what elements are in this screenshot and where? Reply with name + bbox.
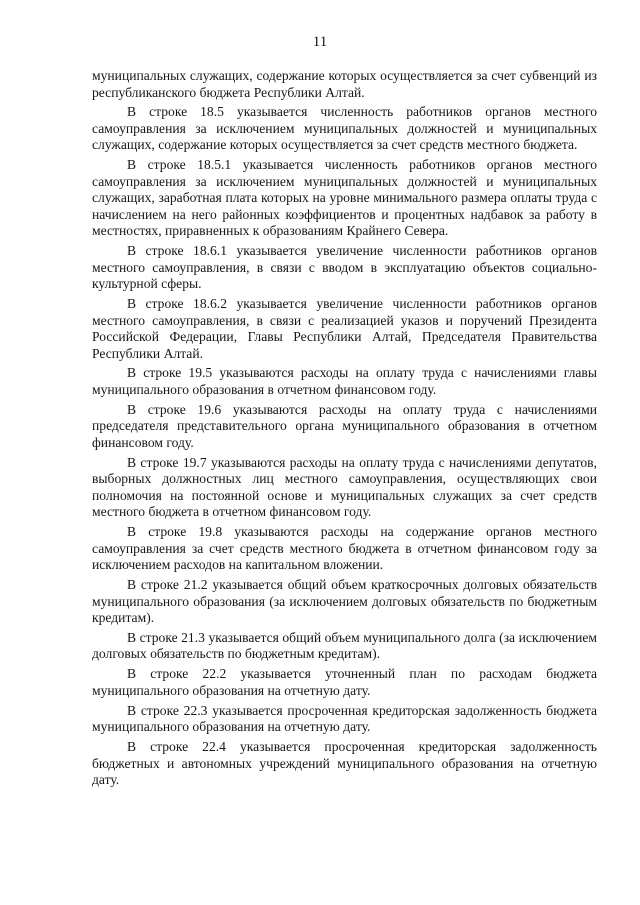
paragraph-line-18-5-1: В строке 18.5.1 указывается численность работников органов местного самоуправления за исключением муниципальных должностей и муниципальных служащих, заработная плата которых на уровне минимального размера оплаты труда с начислением на него районных коэффициентов и процентных надбавок за работу в местностях, приравненных к образованиям Крайнего Севера. xyxy=(92,157,597,239)
paragraph-continuation: муниципальных служащих, содержание которых осуществляется за счет субвенций из республиканского бюджета Республики Алтай. xyxy=(92,68,597,100)
paragraph-line-19-7: В строке 19.7 указываются расходы на оплату труда с начислениями депутатов, выборных должностных лиц местного самоуправления, осуществляющих свои полномочия на постоянной основе и муниципальных служащих за счет средств местного бюджета в отчетном финансовом году. xyxy=(92,454,597,520)
paragraph-line-21-2: В строке 21.2 указывается общий объем краткосрочных долговых обязательств муниципального образования (за исключением долговых обязательств по бюджетным кредитам). xyxy=(92,577,597,626)
paragraph-line-21-3: В строке 21.3 указывается общий объем муниципального долга (за исключением долговых обязательств по бюджетным кредитам). xyxy=(92,629,597,662)
paragraph-line-18-6-1: В строке 18.6.1 указывается увеличение численности работников органов местного самоуправления, в связи с вводом в эксплуатацию объектов социально-культурной сферы. xyxy=(92,243,597,292)
paragraph-line-22-2: В строке 22.2 указывается уточненный план по расходам бюджета муниципального образования на отчетную дату. xyxy=(92,666,597,698)
page-number: 11 xyxy=(312,34,328,50)
paragraph-line-22-3: В строке 22.3 указывается просроченная кредиторская задолженность бюджета муниципального образования на отчетную дату. xyxy=(92,702,597,735)
paragraph-line-19-5: В строке 19.5 указываются расходы на оплату труда с начислениями главы муниципального образования в отчетном финансовом году. xyxy=(92,365,597,397)
paragraph-line-19-6: В строке 19.6 указываются расходы на оплату труда с начислениями председателя представительного органа муниципального образования в отчетном финансовом году. xyxy=(92,401,597,450)
paragraph-line-19-8: В строке 19.8 указываются расходы на содержание органов местного самоуправления за счет средств местного бюджета в отчетном финансовом году за исключением расходов на капитальном вложении. xyxy=(92,524,597,573)
paragraph-line-18-6-2: В строке 18.6.2 указывается увеличение численности работников органов местного самоуправления, в связи с реализацией указов и поручений Президента Российской Федерации, Главы Республики Алтай, Председателя Правительства Республики Алтай. xyxy=(92,296,597,361)
paragraph-line-22-4: В строке 22.4 указывается просроченная кредиторская задолженность бюджетных и автономных учреждений муниципального образования на отчетную дату. xyxy=(92,739,597,788)
paragraph-line-18-5: В строке 18.5 указывается численность работников органов местного самоуправления за исключением муниципальных должностей и муниципальных служащих, содержание которых осуществляется за счет средств местного бюджета. xyxy=(92,104,597,153)
document-body xyxy=(92,68,597,792)
